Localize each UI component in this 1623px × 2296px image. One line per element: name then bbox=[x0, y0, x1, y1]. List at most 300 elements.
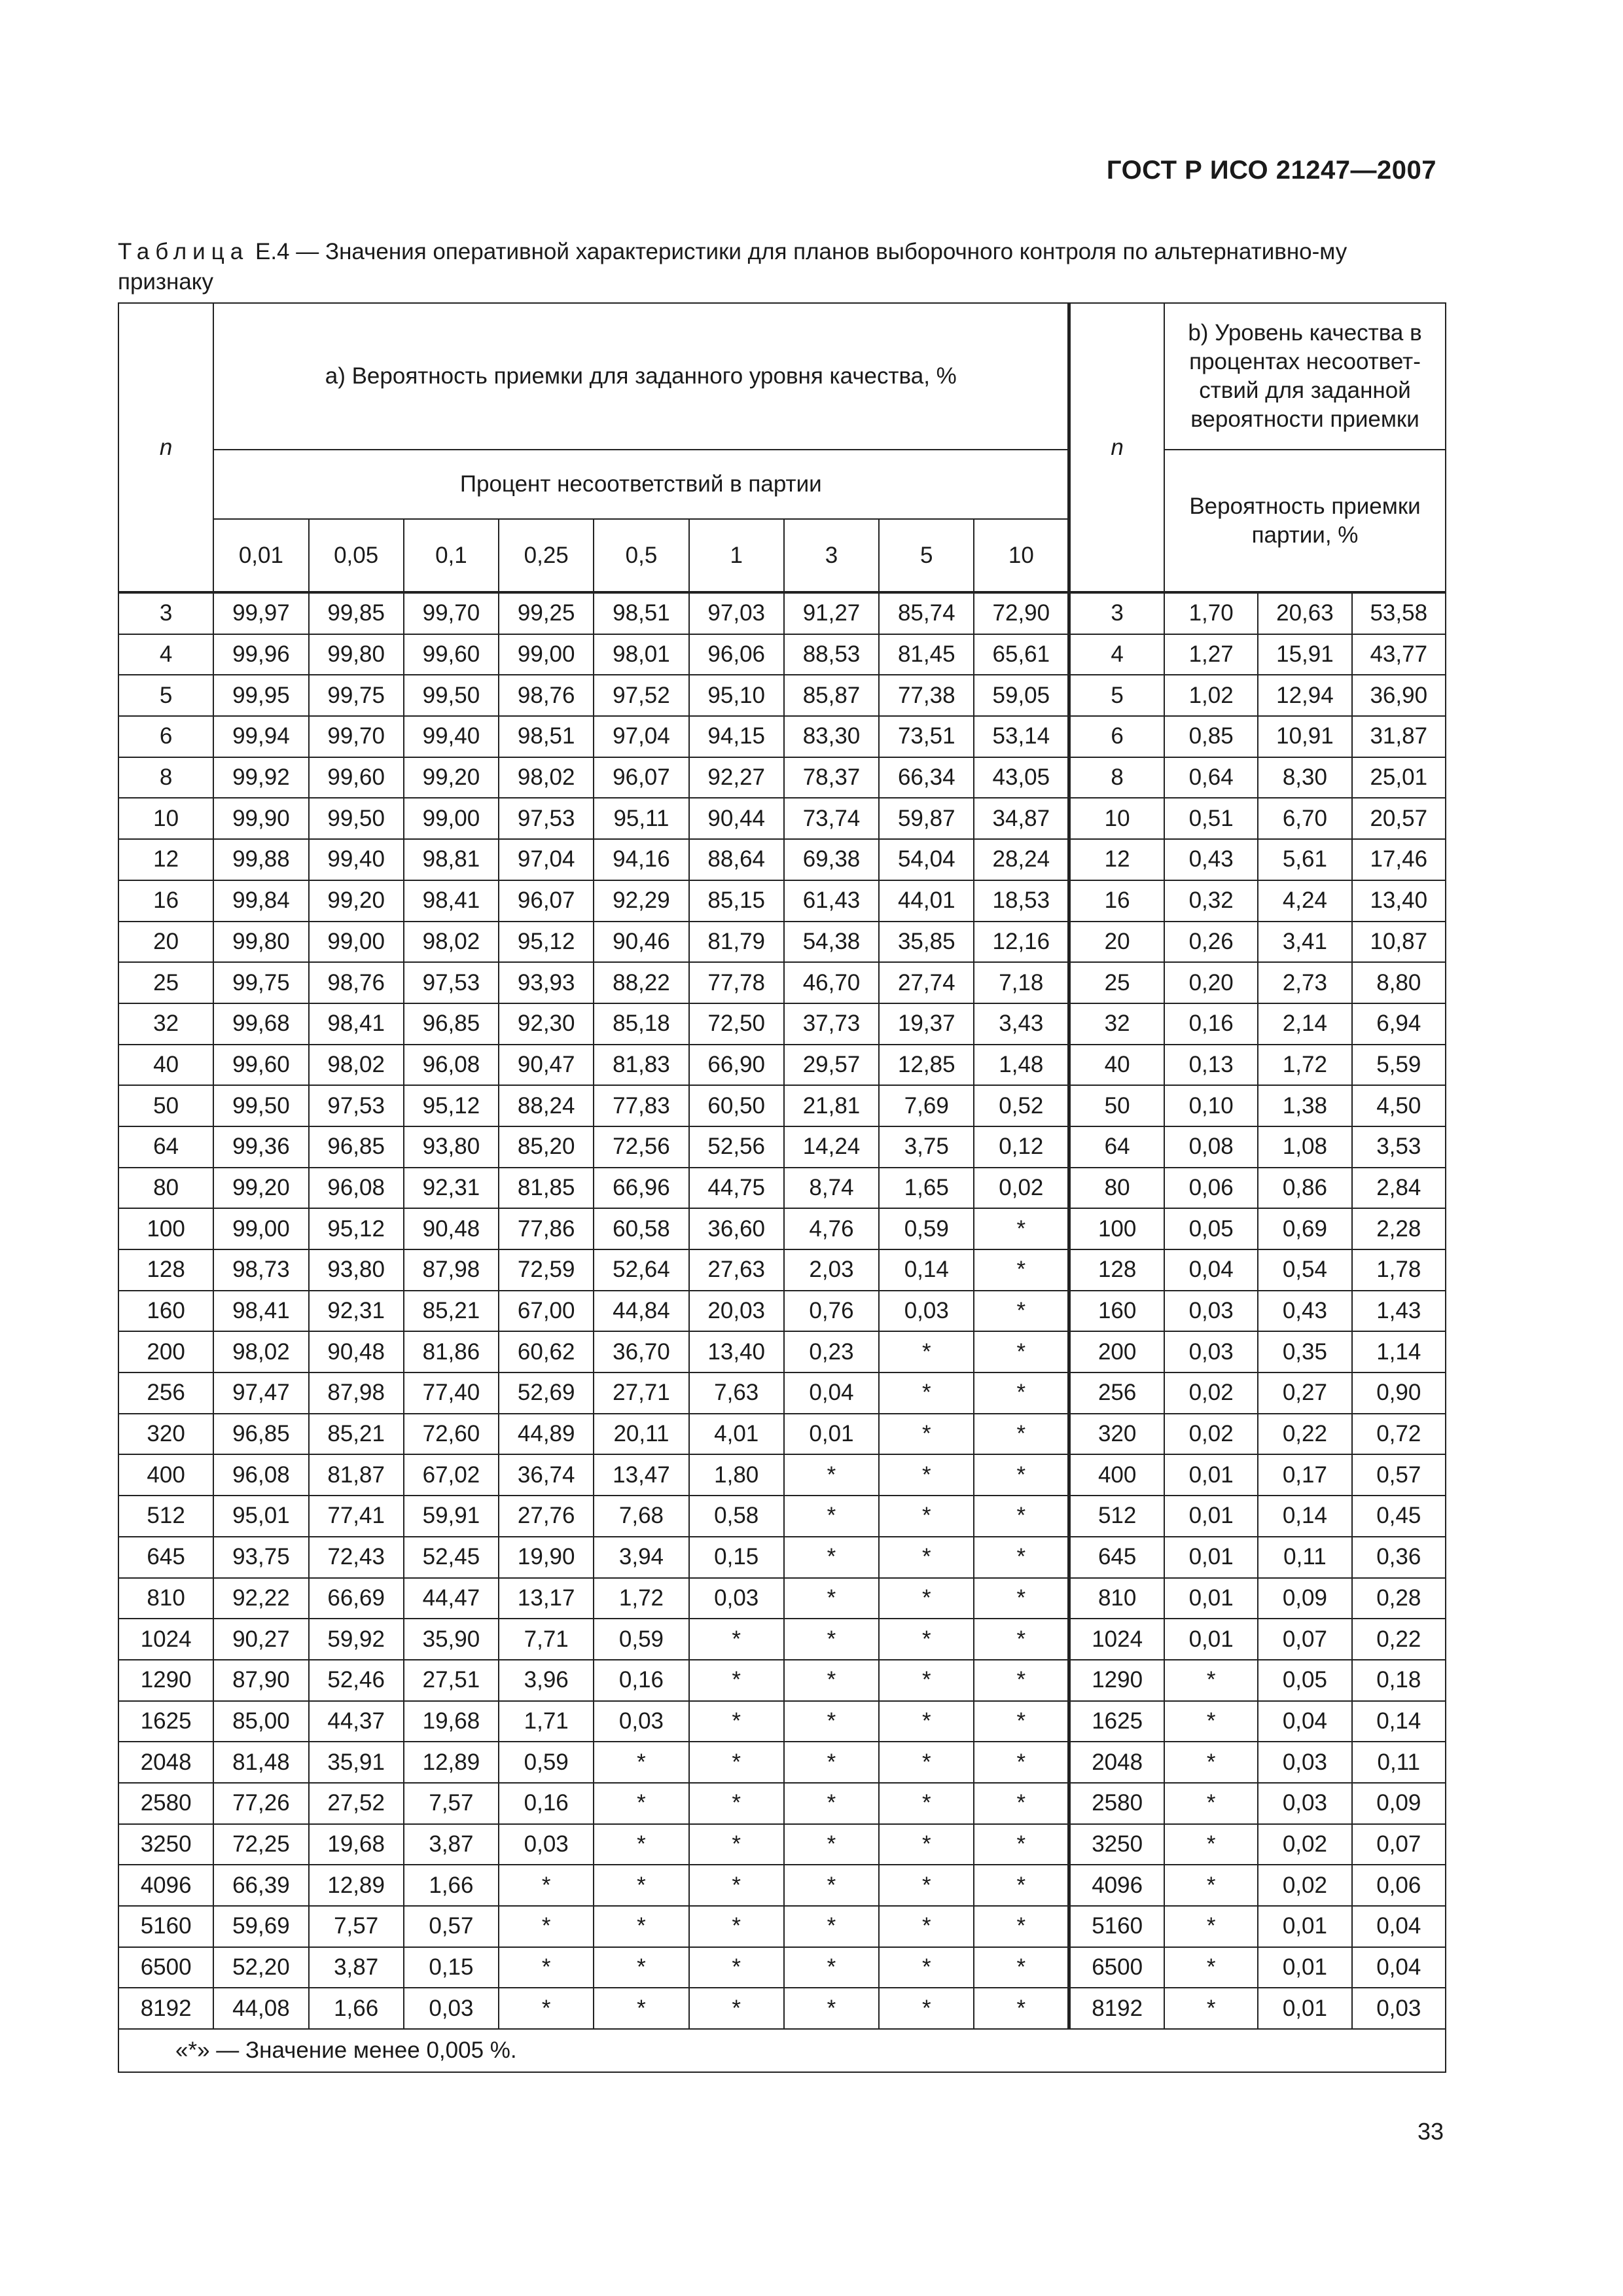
table-cell: 80 bbox=[1069, 1168, 1164, 1209]
table-cell: 99,40 bbox=[404, 716, 499, 757]
table-cell: 99,96 bbox=[213, 634, 308, 675]
table-cell: * bbox=[784, 1824, 879, 1865]
table-row bbox=[118, 880, 1446, 922]
table-cell: 6500 bbox=[118, 1947, 213, 1988]
percent-column-header: 0,05 bbox=[309, 519, 404, 592]
table-cell: 1,14 bbox=[1352, 1331, 1446, 1372]
table-cell: 1024 bbox=[118, 1619, 213, 1660]
table-row bbox=[118, 1291, 1446, 1332]
table-cell: 90,48 bbox=[309, 1331, 404, 1372]
table-cell: * bbox=[499, 1988, 594, 2029]
table-cell: 12,16 bbox=[974, 922, 1069, 963]
table-cell: 0,57 bbox=[404, 1906, 499, 1947]
table-cell: 98,41 bbox=[309, 1003, 404, 1045]
table-cell: 8,80 bbox=[1352, 962, 1446, 1003]
table-cell: 19,68 bbox=[309, 1824, 404, 1865]
table-cell: * bbox=[974, 1414, 1069, 1455]
table-cell: 0,35 bbox=[1258, 1331, 1351, 1372]
table-row bbox=[118, 1988, 1446, 2029]
table-cell: 6500 bbox=[1069, 1947, 1164, 1988]
table-row bbox=[118, 1208, 1446, 1249]
table-cell: 0,59 bbox=[594, 1619, 688, 1660]
table-cell: 0,05 bbox=[1164, 1208, 1258, 1249]
table-cell: 25 bbox=[118, 962, 213, 1003]
table-cell: 0,09 bbox=[1258, 1578, 1351, 1619]
table-cell: 20,63 bbox=[1258, 592, 1351, 634]
table-caption-label: Таблица bbox=[118, 239, 249, 264]
table-cell: 3,53 bbox=[1352, 1126, 1446, 1168]
table-cell: * bbox=[879, 1865, 974, 1906]
table-cell: 99,75 bbox=[309, 675, 404, 716]
table-cell: 10,91 bbox=[1258, 716, 1351, 757]
table-cell: 95,10 bbox=[689, 675, 784, 716]
table-cell: 3,41 bbox=[1258, 922, 1351, 963]
table-row bbox=[118, 1701, 1446, 1742]
table-cell: 96,08 bbox=[213, 1454, 308, 1496]
table-cell: 43,05 bbox=[974, 757, 1069, 798]
table-cell: 52,20 bbox=[213, 1947, 308, 1988]
table-cell: 53,58 bbox=[1352, 592, 1446, 634]
table-cell: * bbox=[784, 1537, 879, 1578]
table-cell: * bbox=[689, 1865, 784, 1906]
table-cell: * bbox=[879, 1988, 974, 2029]
table-cell: 99,80 bbox=[309, 634, 404, 675]
table-cell: 19,37 bbox=[879, 1003, 974, 1045]
table-cell: 0,64 bbox=[1164, 757, 1258, 798]
table-cell: 99,25 bbox=[499, 592, 594, 634]
table-cell: 67,00 bbox=[499, 1291, 594, 1332]
table-cell: 90,48 bbox=[404, 1208, 499, 1249]
table-cell: 98,51 bbox=[499, 716, 594, 757]
table-cell: 4,24 bbox=[1258, 880, 1351, 922]
table-cell: 160 bbox=[1069, 1291, 1164, 1332]
table-cell: * bbox=[974, 1537, 1069, 1578]
table-cell: * bbox=[499, 1906, 594, 1947]
table-cell: 3250 bbox=[1069, 1824, 1164, 1865]
table-cell: 99,97 bbox=[213, 592, 308, 634]
table-cell: 77,86 bbox=[499, 1208, 594, 1249]
table-cell: * bbox=[1164, 1906, 1258, 1947]
table-cell: 96,07 bbox=[499, 880, 594, 922]
table-row bbox=[118, 839, 1446, 880]
table-cell: 0,54 bbox=[1258, 1249, 1351, 1291]
table-cell: 72,60 bbox=[404, 1414, 499, 1455]
table-cell: 87,98 bbox=[309, 1372, 404, 1414]
table-cell: 81,87 bbox=[309, 1454, 404, 1496]
table-cell: 7,71 bbox=[499, 1619, 594, 1660]
table-cell: 60,58 bbox=[594, 1208, 688, 1249]
table-cell: 60,62 bbox=[499, 1331, 594, 1372]
table-cell: 90,44 bbox=[689, 798, 784, 839]
table-cell: 32 bbox=[118, 1003, 213, 1045]
table-cell: 2580 bbox=[1069, 1783, 1164, 1824]
table-cell: * bbox=[784, 1783, 879, 1824]
table-cell: 3,96 bbox=[499, 1660, 594, 1701]
table-cell: 0,06 bbox=[1352, 1865, 1446, 1906]
table-cell: 2048 bbox=[118, 1742, 213, 1783]
table-cell: * bbox=[974, 1824, 1069, 1865]
table-cell: 72,50 bbox=[689, 1003, 784, 1045]
table-cell: 0,03 bbox=[1258, 1783, 1351, 1824]
table-cell: 60,50 bbox=[689, 1085, 784, 1126]
table-cell: 97,52 bbox=[594, 675, 688, 716]
table-row bbox=[118, 1249, 1446, 1291]
table-cell: 0,69 bbox=[1258, 1208, 1351, 1249]
table-cell: 93,80 bbox=[309, 1249, 404, 1291]
table-cell: * bbox=[1164, 1701, 1258, 1742]
table-cell: 3,87 bbox=[309, 1947, 404, 1988]
table-cell: 0,11 bbox=[1352, 1742, 1446, 1783]
table-cell: 0,57 bbox=[1352, 1454, 1446, 1496]
table-cell: 0,16 bbox=[594, 1660, 688, 1701]
table-cell: * bbox=[879, 1742, 974, 1783]
table-cell: * bbox=[1164, 1824, 1258, 1865]
table-cell: * bbox=[499, 1865, 594, 1906]
table-cell: 12 bbox=[118, 839, 213, 880]
table-cell: 66,90 bbox=[689, 1045, 784, 1086]
table-cell: 0,26 bbox=[1164, 922, 1258, 963]
table-cell: 94,15 bbox=[689, 716, 784, 757]
table-cell: 81,83 bbox=[594, 1045, 688, 1086]
table-cell: 59,87 bbox=[879, 798, 974, 839]
table-cell: * bbox=[689, 1906, 784, 1947]
table-cell: 5160 bbox=[1069, 1906, 1164, 1947]
table-cell: * bbox=[784, 1496, 879, 1537]
table-cell: 19,68 bbox=[404, 1701, 499, 1742]
table-cell: 3250 bbox=[118, 1824, 213, 1865]
table-cell: * bbox=[689, 1988, 784, 2029]
table-cell: * bbox=[784, 1988, 879, 2029]
table-cell: 83,30 bbox=[784, 716, 879, 757]
table-cell: 1,66 bbox=[309, 1988, 404, 2029]
table-cell: 54,04 bbox=[879, 839, 974, 880]
table-cell: 0,58 bbox=[689, 1496, 784, 1537]
table-cell: 85,74 bbox=[879, 592, 974, 634]
table-cell: 4096 bbox=[1069, 1865, 1164, 1906]
table-cell: * bbox=[879, 1331, 974, 1372]
table-cell: 0,07 bbox=[1352, 1824, 1446, 1865]
oc-values-table bbox=[118, 302, 1446, 2073]
table-cell: 0,07 bbox=[1258, 1619, 1351, 1660]
table-cell: 0,01 bbox=[1258, 1947, 1351, 1988]
table-cell: 4,50 bbox=[1352, 1085, 1446, 1126]
table-cell: 50 bbox=[1069, 1085, 1164, 1126]
table-cell: 99,70 bbox=[309, 716, 404, 757]
table-cell: 81,45 bbox=[879, 634, 974, 675]
table-cell: * bbox=[879, 1496, 974, 1537]
table-cell: 2,84 bbox=[1352, 1168, 1446, 1209]
table-cell: 2,03 bbox=[784, 1249, 879, 1291]
table-cell: 73,74 bbox=[784, 798, 879, 839]
table-cell: 10 bbox=[1069, 798, 1164, 839]
table-cell: 0,14 bbox=[1352, 1701, 1446, 1742]
table-cell: * bbox=[974, 1988, 1069, 2029]
table-cell: 72,25 bbox=[213, 1824, 308, 1865]
table-cell: 4,76 bbox=[784, 1208, 879, 1249]
table-cell: * bbox=[784, 1701, 879, 1742]
table-cell: 98,41 bbox=[213, 1291, 308, 1332]
table-cell: 14,24 bbox=[784, 1126, 879, 1168]
table-cell: 1024 bbox=[1069, 1619, 1164, 1660]
table-cell: 77,26 bbox=[213, 1783, 308, 1824]
table-cell: 99,90 bbox=[213, 798, 308, 839]
table-cell: 98,02 bbox=[309, 1045, 404, 1086]
table-cell: 73,51 bbox=[879, 716, 974, 757]
table-cell: 512 bbox=[1069, 1496, 1164, 1537]
table-cell: 99,75 bbox=[213, 962, 308, 1003]
table-cell: 320 bbox=[1069, 1414, 1164, 1455]
table-row bbox=[118, 1947, 1446, 1988]
table-cell: 59,92 bbox=[309, 1619, 404, 1660]
table-cell: 0,90 bbox=[1352, 1372, 1446, 1414]
table-cell: 96,06 bbox=[689, 634, 784, 675]
table-cell: 0,02 bbox=[1258, 1865, 1351, 1906]
table-row bbox=[118, 592, 1446, 634]
table-cell: 95,01 bbox=[213, 1496, 308, 1537]
table-cell: 96,85 bbox=[213, 1414, 308, 1455]
table-cell: 10,87 bbox=[1352, 922, 1446, 963]
table-cell: 90,47 bbox=[499, 1045, 594, 1086]
table-cell: * bbox=[974, 1947, 1069, 1988]
table-cell: * bbox=[784, 1660, 879, 1701]
table-cell: 99,36 bbox=[213, 1126, 308, 1168]
table-cell: 97,03 bbox=[689, 592, 784, 634]
table-cell: 3 bbox=[1069, 592, 1164, 634]
table-cell: 90,27 bbox=[213, 1619, 308, 1660]
table-cell: 0,18 bbox=[1352, 1660, 1446, 1701]
table-cell: * bbox=[974, 1660, 1069, 1701]
table-cell: 0,08 bbox=[1164, 1126, 1258, 1168]
table-cell: 99,50 bbox=[309, 798, 404, 839]
table-row bbox=[118, 1372, 1446, 1414]
table-cell: 7,68 bbox=[594, 1496, 688, 1537]
table-cell: 0,15 bbox=[404, 1947, 499, 1988]
table-cell: 61,43 bbox=[784, 880, 879, 922]
percent-column-header: 3 bbox=[784, 519, 879, 592]
table-caption bbox=[118, 237, 1436, 297]
table-cell: 100 bbox=[1069, 1208, 1164, 1249]
table-cell: * bbox=[879, 1537, 974, 1578]
table-cell: * bbox=[879, 1906, 974, 1947]
table-cell: 64 bbox=[118, 1126, 213, 1168]
table-cell: 0,01 bbox=[784, 1414, 879, 1455]
table-cell: 81,86 bbox=[404, 1331, 499, 1372]
table-cell: 44,37 bbox=[309, 1701, 404, 1742]
table-cell: * bbox=[689, 1783, 784, 1824]
table-cell: * bbox=[1164, 1783, 1258, 1824]
table-cell: * bbox=[784, 1454, 879, 1496]
table-cell: 0,13 bbox=[1164, 1045, 1258, 1086]
table-cell: 0,76 bbox=[784, 1291, 879, 1332]
table-cell: 128 bbox=[118, 1249, 213, 1291]
table-cell: 98,01 bbox=[594, 634, 688, 675]
table-cell: * bbox=[594, 1742, 688, 1783]
table-cell: 1290 bbox=[118, 1660, 213, 1701]
table-cell: 99,85 bbox=[309, 592, 404, 634]
table-row bbox=[118, 1824, 1446, 1865]
table-cell: 0,01 bbox=[1258, 1906, 1351, 1947]
table-cell: 25,01 bbox=[1352, 757, 1446, 798]
table-cell: 78,37 bbox=[784, 757, 879, 798]
table-cell: * bbox=[784, 1742, 879, 1783]
table-cell: 0,12 bbox=[974, 1126, 1069, 1168]
table-cell: 0,01 bbox=[1258, 1988, 1351, 2029]
table-cell: 59,69 bbox=[213, 1906, 308, 1947]
table-cell: 98,76 bbox=[499, 675, 594, 716]
table-cell: 99,60 bbox=[404, 634, 499, 675]
table-cell: 19,90 bbox=[499, 1537, 594, 1578]
table-cell: 36,90 bbox=[1352, 675, 1446, 716]
table-cell: 0,28 bbox=[1352, 1578, 1446, 1619]
table-cell: 512 bbox=[118, 1496, 213, 1537]
table-cell: 27,71 bbox=[594, 1372, 688, 1414]
table-cell: 0,43 bbox=[1164, 839, 1258, 880]
table-cell: 13,40 bbox=[689, 1331, 784, 1372]
table-row bbox=[118, 1742, 1446, 1783]
table-cell: 99,00 bbox=[309, 922, 404, 963]
table-cell: 645 bbox=[1069, 1537, 1164, 1578]
table-cell: * bbox=[974, 1742, 1069, 1783]
table-cell: 12,94 bbox=[1258, 675, 1351, 716]
table-cell: 645 bbox=[118, 1537, 213, 1578]
table-cell: * bbox=[594, 1783, 688, 1824]
table-cell: 0,17 bbox=[1258, 1454, 1351, 1496]
table-cell: 97,04 bbox=[594, 716, 688, 757]
table-cell: 35,85 bbox=[879, 922, 974, 963]
table-cell: 5,61 bbox=[1258, 839, 1351, 880]
table-cell: 99,68 bbox=[213, 1003, 308, 1045]
table-row bbox=[118, 922, 1446, 963]
table-cell: 5 bbox=[1069, 675, 1164, 716]
table-cell: 44,75 bbox=[689, 1168, 784, 1209]
table-cell: 6 bbox=[118, 716, 213, 757]
table-cell: 69,38 bbox=[784, 839, 879, 880]
table-cell: 36,60 bbox=[689, 1208, 784, 1249]
table-cell: 81,85 bbox=[499, 1168, 594, 1209]
table-cell: * bbox=[1164, 1865, 1258, 1906]
table-cell: 0,04 bbox=[784, 1372, 879, 1414]
table-cell: 7,63 bbox=[689, 1372, 784, 1414]
table-cell: 3 bbox=[118, 592, 213, 634]
table-cell: 93,93 bbox=[499, 962, 594, 1003]
table-cell: 0,02 bbox=[1164, 1372, 1258, 1414]
table-row bbox=[118, 1126, 1446, 1168]
table-cell: 85,20 bbox=[499, 1126, 594, 1168]
section-a-header: а) Вероятность приемки для заданного уровня качества, % bbox=[213, 303, 1069, 450]
table-cell: 2580 bbox=[118, 1783, 213, 1824]
table-cell: 40 bbox=[118, 1045, 213, 1086]
table-cell: 6,94 bbox=[1352, 1003, 1446, 1045]
table-cell: 7,69 bbox=[879, 1085, 974, 1126]
table-cell: 40 bbox=[1069, 1045, 1164, 1086]
table-cell: 36,74 bbox=[499, 1454, 594, 1496]
table-cell: 92,22 bbox=[213, 1578, 308, 1619]
table-cell: 2,28 bbox=[1352, 1208, 1446, 1249]
table-cell: * bbox=[879, 1824, 974, 1865]
section-b-subheader: Вероятность приемки партии, % bbox=[1164, 450, 1446, 592]
table-cell: 256 bbox=[118, 1372, 213, 1414]
table-cell: 16 bbox=[118, 880, 213, 922]
table-cell: 81,79 bbox=[689, 922, 784, 963]
table-cell: 1,71 bbox=[499, 1701, 594, 1742]
percent-column-header: 0,25 bbox=[499, 519, 594, 592]
table-row bbox=[118, 757, 1446, 798]
table-cell: 20,11 bbox=[594, 1414, 688, 1455]
table-cell: 1,72 bbox=[594, 1578, 688, 1619]
table-cell: 77,78 bbox=[689, 962, 784, 1003]
table-cell: 3,94 bbox=[594, 1537, 688, 1578]
table-cell: 1290 bbox=[1069, 1660, 1164, 1701]
table-cell: 0,10 bbox=[1164, 1085, 1258, 1126]
table-cell: 66,34 bbox=[879, 757, 974, 798]
table-cell: 8 bbox=[1069, 757, 1164, 798]
table-cell: 12 bbox=[1069, 839, 1164, 880]
table-cell: 99,20 bbox=[404, 757, 499, 798]
table-cell: 35,91 bbox=[309, 1742, 404, 1783]
table-cell: 1,72 bbox=[1258, 1045, 1351, 1086]
table-cell: 0,01 bbox=[1164, 1537, 1258, 1578]
table-cell: * bbox=[784, 1578, 879, 1619]
table-cell: 810 bbox=[1069, 1578, 1164, 1619]
table-cell: 98,73 bbox=[213, 1249, 308, 1291]
table-cell: 98,02 bbox=[499, 757, 594, 798]
table-cell: 20 bbox=[118, 922, 213, 963]
table-cell: 87,98 bbox=[404, 1249, 499, 1291]
table-cell: 0,04 bbox=[1164, 1249, 1258, 1291]
table-cell: 0,22 bbox=[1258, 1414, 1351, 1455]
table-cell: 320 bbox=[118, 1414, 213, 1455]
table-row bbox=[118, 1537, 1446, 1578]
table-cell: 44,84 bbox=[594, 1291, 688, 1332]
table-cell: * bbox=[879, 1454, 974, 1496]
table-cell: 0,03 bbox=[499, 1824, 594, 1865]
table-cell: 0,36 bbox=[1352, 1537, 1446, 1578]
table-cell: * bbox=[594, 1865, 688, 1906]
table-cell: 44,89 bbox=[499, 1414, 594, 1455]
table-cell: 20 bbox=[1069, 922, 1164, 963]
table-cell: 77,38 bbox=[879, 675, 974, 716]
table-cell: 98,51 bbox=[594, 592, 688, 634]
table-cell: 0,52 bbox=[974, 1085, 1069, 1126]
table-cell: * bbox=[689, 1619, 784, 1660]
percent-column-header: 10 bbox=[974, 519, 1069, 592]
table-cell: 1,27 bbox=[1164, 634, 1258, 675]
table-cell: 0,03 bbox=[594, 1701, 688, 1742]
table-cell: 0,01 bbox=[1164, 1619, 1258, 1660]
table-cell: 88,64 bbox=[689, 839, 784, 880]
table-cell: 8 bbox=[118, 757, 213, 798]
table-cell: 98,41 bbox=[404, 880, 499, 922]
table-cell: 52,64 bbox=[594, 1249, 688, 1291]
table-cell: 88,22 bbox=[594, 962, 688, 1003]
table-cell: 0,05 bbox=[1258, 1660, 1351, 1701]
table-cell: 13,40 bbox=[1352, 880, 1446, 922]
table-cell: 92,31 bbox=[404, 1168, 499, 1209]
table-cell: 99,60 bbox=[309, 757, 404, 798]
table-cell: 200 bbox=[1069, 1331, 1164, 1372]
table-cell: * bbox=[689, 1701, 784, 1742]
table-cell: * bbox=[974, 1454, 1069, 1496]
table-cell: 0,03 bbox=[1258, 1742, 1351, 1783]
table-cell: 0,16 bbox=[499, 1783, 594, 1824]
table-cell: 0,03 bbox=[689, 1578, 784, 1619]
table-cell: 0,22 bbox=[1352, 1619, 1446, 1660]
table-cell: 99,00 bbox=[404, 798, 499, 839]
table-cell: 25 bbox=[1069, 962, 1164, 1003]
table-cell: 1,02 bbox=[1164, 675, 1258, 716]
table-cell: 0,03 bbox=[1164, 1291, 1258, 1332]
table-cell: * bbox=[594, 1824, 688, 1865]
